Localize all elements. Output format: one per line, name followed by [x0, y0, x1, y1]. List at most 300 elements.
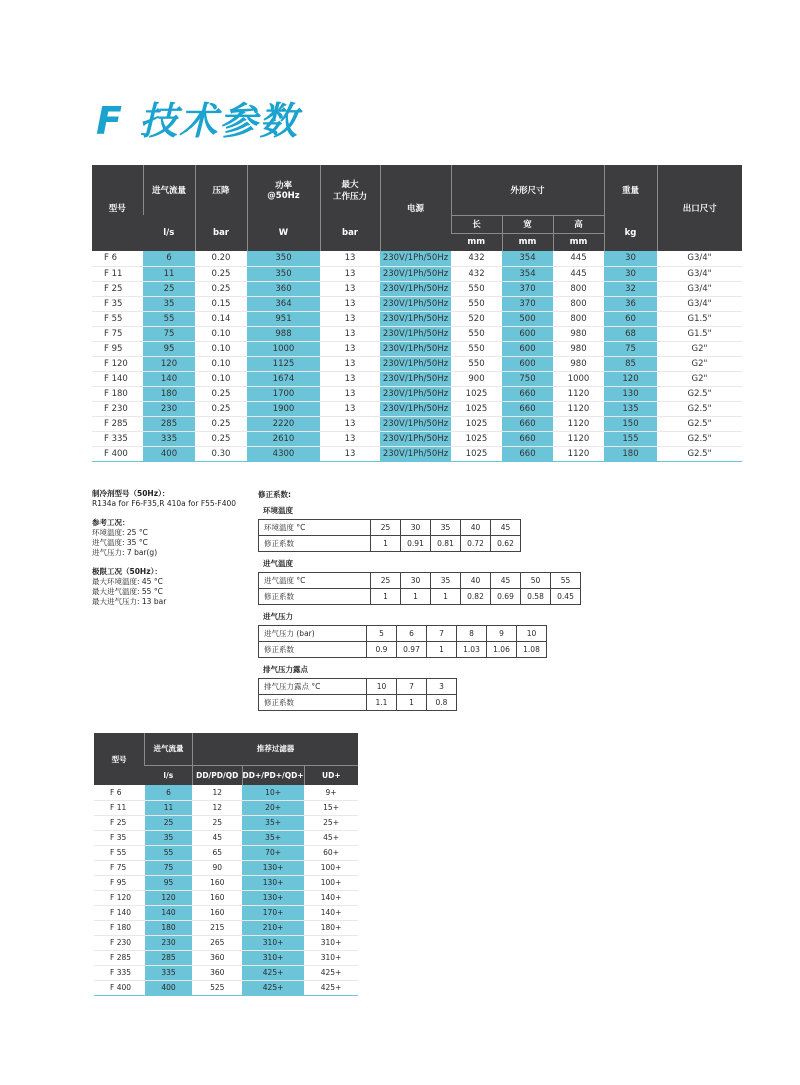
filter-cell: 360: [192, 965, 242, 980]
table-cell: 32: [604, 281, 657, 296]
table-cell: G3/4": [657, 251, 742, 266]
filter-cell: F 95: [94, 875, 145, 890]
table-cell: 550: [451, 296, 502, 311]
table-cell: 660: [502, 401, 553, 416]
table-cell: 230V/1Ph/50Hz: [380, 341, 451, 356]
limit-line: 最大环境温度: 45 °C: [92, 577, 163, 586]
table-cell: 354: [502, 266, 553, 281]
filter-cell: 130+: [242, 875, 304, 890]
filter-cell: 525: [192, 980, 242, 995]
table-cell: 370: [502, 296, 553, 311]
filter-cell: 140+: [304, 905, 358, 920]
filter-cell: 230: [145, 935, 193, 950]
filter-cell: 425+: [242, 965, 304, 980]
table-cell: 13: [320, 281, 380, 296]
filter-cell: 25: [192, 815, 242, 830]
filter-row: [94, 965, 358, 980]
col-model: 型号: [92, 165, 143, 251]
filter-cell: 140+: [304, 890, 358, 905]
table-cell: 230V/1Ph/50Hz: [380, 281, 451, 296]
filter-cell: 120: [145, 890, 193, 905]
table-cell: G3/4": [657, 296, 742, 311]
table-row: [92, 311, 742, 326]
filter-cell: F 75: [94, 860, 145, 875]
correction-value: 1: [371, 536, 401, 552]
table-cell: 980: [553, 341, 604, 356]
filter-cell: F 6: [94, 785, 145, 800]
filter-col-ddplus: DD+/PD+/QD+: [242, 765, 304, 785]
table-cell: 520: [451, 311, 502, 326]
table-cell: 75: [143, 326, 195, 341]
filter-cell: 35+: [242, 815, 304, 830]
table-cell: 400: [143, 446, 195, 461]
table-cell: 0.25: [195, 401, 247, 416]
table-cell: G2.5": [657, 446, 742, 461]
filter-cell: 60+: [304, 845, 358, 860]
correction-value: 7: [427, 626, 457, 642]
table-cell: 0.10: [195, 356, 247, 371]
correction-value: 35: [431, 520, 461, 536]
correction-label: 排气压力露点 °C: [259, 679, 367, 695]
table-cell: 4300: [247, 446, 320, 461]
table-cell: F 95: [92, 341, 143, 356]
filter-row: [94, 800, 358, 815]
correction-label: 修正系数: [259, 589, 371, 605]
table-cell: 230V/1Ph/50Hz: [380, 371, 451, 386]
table-cell: 988: [247, 326, 320, 341]
correction-value: 7: [397, 679, 427, 695]
filter-col-udplus: UD+: [304, 765, 358, 785]
filter-cell: F 400: [94, 980, 145, 995]
correction-value: 1.1: [367, 695, 397, 711]
filter-cell: F 55: [94, 845, 145, 860]
correction-row: [259, 536, 521, 552]
correction-value: 8: [457, 626, 487, 642]
filter-row: [94, 845, 358, 860]
table-cell: 230V/1Ph/50Hz: [380, 431, 451, 446]
filter-cell: 90: [192, 860, 242, 875]
table-cell: F 400: [92, 446, 143, 461]
table-cell: 120: [604, 371, 657, 386]
unit-flow: l/s: [143, 215, 195, 251]
table-cell: 230: [143, 401, 195, 416]
filter-row: [94, 890, 358, 905]
table-cell: 0.15: [195, 296, 247, 311]
filter-row: [94, 950, 358, 965]
correction-label: 进气温度 °C: [259, 573, 371, 589]
filter-cell: 11: [145, 800, 193, 815]
reference-title: 参考工况：: [92, 518, 130, 527]
page-title: F 技术参数: [96, 99, 300, 143]
reference-line: 进气压力: 7 bar(g): [92, 548, 158, 557]
filter-col-recommended: 推荐过滤器: [192, 733, 358, 765]
table-cell: 1120: [553, 431, 604, 446]
table-cell: 0.20: [195, 251, 247, 266]
table-cell: F 6: [92, 251, 143, 266]
correction-label: 进气压力 (bar): [259, 626, 367, 642]
table-cell: 130: [604, 386, 657, 401]
table-cell: 120: [143, 356, 195, 371]
table-cell: 13: [320, 296, 380, 311]
filter-cell: F 11: [94, 800, 145, 815]
filter-cell: 130+: [242, 860, 304, 875]
table-cell: 335: [143, 431, 195, 446]
table-cell: F 35: [92, 296, 143, 311]
table-row: [92, 431, 742, 446]
table-cell: 1000: [553, 371, 604, 386]
table-cell: F 120: [92, 356, 143, 371]
table-cell: 60: [604, 311, 657, 326]
table-cell: 900: [451, 371, 502, 386]
filter-cell: 140: [145, 905, 193, 920]
correction-value: 0.45: [551, 589, 581, 605]
table-cell: 13: [320, 311, 380, 326]
filter-cell: 95: [145, 875, 193, 890]
col-length: 长: [451, 215, 502, 233]
table-cell: 75: [604, 341, 657, 356]
col-outlet: 出口尺寸: [657, 165, 742, 251]
table-cell: 0.25: [195, 266, 247, 281]
col-pressure-drop: 压降: [195, 165, 247, 215]
table-cell: 135: [604, 401, 657, 416]
table-cell: 800: [553, 296, 604, 311]
reference-line: 进气温度: 35 °C: [92, 538, 148, 547]
table-cell: 1120: [553, 416, 604, 431]
filter-cell: 15+: [304, 800, 358, 815]
filter-col-model: 型号: [94, 733, 145, 785]
filter-cell: 310+: [242, 935, 304, 950]
table-cell: 350: [247, 251, 320, 266]
table-cell: F 75: [92, 326, 143, 341]
table-cell: 432: [451, 266, 502, 281]
correction-value: 50: [521, 573, 551, 589]
table-cell: 660: [502, 446, 553, 461]
table-cell: 1025: [451, 431, 502, 446]
table-cell: 11: [143, 266, 195, 281]
correction-value: 40: [461, 520, 491, 536]
table-cell: 13: [320, 401, 380, 416]
dew-point-table: [258, 678, 457, 711]
table-cell: 980: [553, 356, 604, 371]
unit-weight: kg: [604, 215, 657, 251]
table-cell: 0.30: [195, 446, 247, 461]
filter-cell: 425+: [304, 980, 358, 995]
correction-row: [259, 573, 581, 589]
filter-cell: F 335: [94, 965, 145, 980]
table-row: [92, 251, 742, 266]
correction-row: [259, 589, 581, 605]
correction-value: 1.06: [487, 642, 517, 658]
table-row: [92, 401, 742, 416]
table-cell: 1000: [247, 341, 320, 356]
table-row: [92, 281, 742, 296]
col-width: 宽: [502, 215, 553, 233]
filter-cell: 45+: [304, 830, 358, 845]
correction-value: 0.69: [491, 589, 521, 605]
correction-value: 1: [397, 695, 427, 711]
correction-label: 修正系数: [259, 536, 371, 552]
correction-value: 6: [397, 626, 427, 642]
filter-unit-flow: l/s: [145, 765, 193, 785]
correction-value: 1: [431, 589, 461, 605]
refrigerant-value: R134a for F6-F35,R 410a for F55-F400: [92, 499, 237, 508]
table-cell: 230V/1Ph/50Hz: [380, 386, 451, 401]
table-cell: 980: [553, 326, 604, 341]
table-cell: G3/4": [657, 266, 742, 281]
table-cell: 85: [604, 356, 657, 371]
table-cell: 600: [502, 341, 553, 356]
table-cell: 30: [604, 266, 657, 281]
ambient-block: [258, 505, 581, 552]
table-cell: 951: [247, 311, 320, 326]
table-row: [92, 386, 742, 401]
dew-point-title: 排气压力露点: [263, 665, 308, 674]
filter-cell: 425+: [304, 965, 358, 980]
inlet-temp-table: [258, 572, 581, 605]
table-cell: 230V/1Ph/50Hz: [380, 416, 451, 431]
table-cell: 1025: [451, 446, 502, 461]
filter-cell: 265: [192, 935, 242, 950]
filter-row: [94, 935, 358, 950]
filter-cell: 400: [145, 980, 193, 995]
correction-value: 35: [431, 573, 461, 589]
filter-cell: 10+: [242, 785, 304, 800]
correction-value: 5: [367, 626, 397, 642]
correction-value: 0.81: [431, 536, 461, 552]
table-cell: 0.25: [195, 386, 247, 401]
filter-cell: 215: [192, 920, 242, 935]
filter-cell: 12: [192, 800, 242, 815]
table-cell: G1.5": [657, 326, 742, 341]
table-cell: 13: [320, 431, 380, 446]
filter-col-dd: DD/PD/QD: [192, 765, 242, 785]
table-cell: 0.25: [195, 281, 247, 296]
filter-row: [94, 905, 358, 920]
limit-line: 最大进气压力: 13 bar: [92, 597, 167, 606]
filter-cell: 210+: [242, 920, 304, 935]
filter-row: [94, 785, 358, 800]
dew-point-block: [258, 664, 581, 711]
table-cell: 95: [143, 341, 195, 356]
table-cell: 13: [320, 341, 380, 356]
table-cell: 230V/1Ph/50Hz: [380, 296, 451, 311]
correction-value: 0.82: [461, 589, 491, 605]
filter-cell: 35+: [242, 830, 304, 845]
table-cell: 550: [451, 326, 502, 341]
operating-notes: [92, 489, 236, 607]
correction-value: 10: [517, 626, 547, 642]
table-cell: 432: [451, 251, 502, 266]
table-cell: 1700: [247, 386, 320, 401]
table-cell: G2": [657, 341, 742, 356]
filter-cell: 100+: [304, 875, 358, 890]
filter-cell: F 180: [94, 920, 145, 935]
correction-value: 1: [401, 589, 431, 605]
correction-label: 环境温度 °C: [259, 520, 371, 536]
filter-cell: 70+: [242, 845, 304, 860]
table-row: [92, 446, 742, 461]
filter-cell: 180: [145, 920, 193, 935]
table-cell: G1.5": [657, 311, 742, 326]
table-row: [92, 296, 742, 311]
limit-line: 最大进气温度: 55 °C: [92, 587, 163, 596]
table-cell: 600: [502, 326, 553, 341]
table-cell: F 335: [92, 431, 143, 446]
col-weight: 重量: [604, 165, 657, 215]
table-cell: G2": [657, 356, 742, 371]
table-cell: 660: [502, 431, 553, 446]
filter-cell: 335: [145, 965, 193, 980]
table-cell: 2220: [247, 416, 320, 431]
table-cell: 0.25: [195, 431, 247, 446]
table-cell: 13: [320, 251, 380, 266]
correction-row: [259, 695, 457, 711]
filter-cell: F 120: [94, 890, 145, 905]
filter-col-flow: 进气流量: [145, 733, 193, 765]
filter-row: [94, 830, 358, 845]
table-cell: F 55: [92, 311, 143, 326]
unit-height: mm: [553, 233, 604, 251]
table-cell: 1025: [451, 401, 502, 416]
table-cell: F 25: [92, 281, 143, 296]
table-cell: 30: [604, 251, 657, 266]
table-cell: 800: [553, 281, 604, 296]
filter-cell: 100+: [304, 860, 358, 875]
table-cell: 660: [502, 416, 553, 431]
table-row: [92, 266, 742, 281]
table-cell: 1125: [247, 356, 320, 371]
table-cell: 500: [502, 311, 553, 326]
correction-value: 55: [551, 573, 581, 589]
table-cell: 1025: [451, 416, 502, 431]
filter-cell: F 230: [94, 935, 145, 950]
table-cell: G2": [657, 371, 742, 386]
filter-cell: F 140: [94, 905, 145, 920]
col-power: 功率 @50Hz: [247, 165, 320, 215]
table-cell: 370: [502, 281, 553, 296]
filter-row: [94, 875, 358, 890]
table-cell: 230V/1Ph/50Hz: [380, 446, 451, 461]
table-cell: 230V/1Ph/50Hz: [380, 251, 451, 266]
filter-row: [94, 920, 358, 935]
table-cell: 1674: [247, 371, 320, 386]
filter-cell: 310+: [242, 950, 304, 965]
table-cell: 230V/1Ph/50Hz: [380, 356, 451, 371]
filter-cell: 6: [145, 785, 193, 800]
table-cell: 0.10: [195, 371, 247, 386]
col-dims: 外形尺寸: [451, 165, 604, 215]
table-cell: 230V/1Ph/50Hz: [380, 401, 451, 416]
table-cell: F 230: [92, 401, 143, 416]
table-cell: 35: [143, 296, 195, 311]
filter-cell: 35: [145, 830, 193, 845]
correction-row: [259, 626, 547, 642]
unit-width: mm: [502, 233, 553, 251]
correction-value: 0.72: [461, 536, 491, 552]
table-cell: 180: [604, 446, 657, 461]
table-cell: G2.5": [657, 386, 742, 401]
table-cell: 13: [320, 356, 380, 371]
correction-title: 修正系数:: [258, 490, 291, 499]
unit-length: mm: [451, 233, 502, 251]
tech-spec-table: [92, 165, 742, 462]
table-row: [92, 326, 742, 341]
table-row: [92, 341, 742, 356]
table-cell: 150: [604, 416, 657, 431]
table-cell: 445: [553, 266, 604, 281]
table-cell: 230V/1Ph/50Hz: [380, 326, 451, 341]
table-row: [92, 416, 742, 431]
table-cell: G2.5": [657, 431, 742, 446]
correction-row: [259, 520, 521, 536]
reference-line: 环境温度: 25 °C: [92, 528, 148, 537]
correction-value: 1: [371, 589, 401, 605]
inlet-pressure-table: [258, 625, 547, 658]
table-cell: 13: [320, 371, 380, 386]
filter-cell: 160: [192, 875, 242, 890]
table-cell: 1025: [451, 386, 502, 401]
table-cell: 230V/1Ph/50Hz: [380, 266, 451, 281]
correction-row: [259, 642, 547, 658]
filter-cell: 180+: [304, 920, 358, 935]
col-height: 高: [553, 215, 604, 233]
filter-cell: F 285: [94, 950, 145, 965]
inlet-pressure-block: [258, 611, 581, 658]
correction-value: 0.97: [397, 642, 427, 658]
col-supply: 电源: [380, 165, 451, 251]
refrigerant-title: 制冷剂型号（50Hz）：: [92, 489, 170, 498]
table-cell: 364: [247, 296, 320, 311]
table-cell: 2610: [247, 431, 320, 446]
table-cell: 360: [247, 281, 320, 296]
table-cell: 285: [143, 416, 195, 431]
filter-cell: 75: [145, 860, 193, 875]
filter-cell: 160: [192, 890, 242, 905]
inlet-temp-title: 进气温度: [263, 559, 293, 568]
correction-row: [259, 679, 457, 695]
correction-value: 0.9: [367, 642, 397, 658]
table-cell: 13: [320, 446, 380, 461]
table-cell: 1120: [553, 401, 604, 416]
correction-value: 25: [371, 520, 401, 536]
table-cell: F 180: [92, 386, 143, 401]
correction-value: 45: [491, 573, 521, 589]
table-cell: 550: [451, 356, 502, 371]
table-cell: 140: [143, 371, 195, 386]
correction-factors: [258, 489, 581, 717]
correction-value: 10: [367, 679, 397, 695]
correction-value: 1.08: [517, 642, 547, 658]
correction-value: 40: [461, 573, 491, 589]
unit-max-pressure: bar: [320, 215, 380, 251]
correction-value: 1: [427, 642, 457, 658]
correction-value: 3: [427, 679, 457, 695]
filter-cell: 360: [192, 950, 242, 965]
correction-value: 0.62: [491, 536, 521, 552]
table-cell: 800: [553, 311, 604, 326]
limit-title: 极限工况（50Hz）：: [92, 567, 162, 576]
correction-value: 45: [491, 520, 521, 536]
filter-cell: 25: [145, 815, 193, 830]
table-cell: G3/4": [657, 281, 742, 296]
table-cell: 350: [247, 266, 320, 281]
inlet-temp-block: [258, 558, 581, 605]
unit-pressure-drop: bar: [195, 215, 247, 251]
filter-row: [94, 815, 358, 830]
correction-label: 修正系数: [259, 642, 367, 658]
table-cell: 550: [451, 281, 502, 296]
table-row: [92, 356, 742, 371]
